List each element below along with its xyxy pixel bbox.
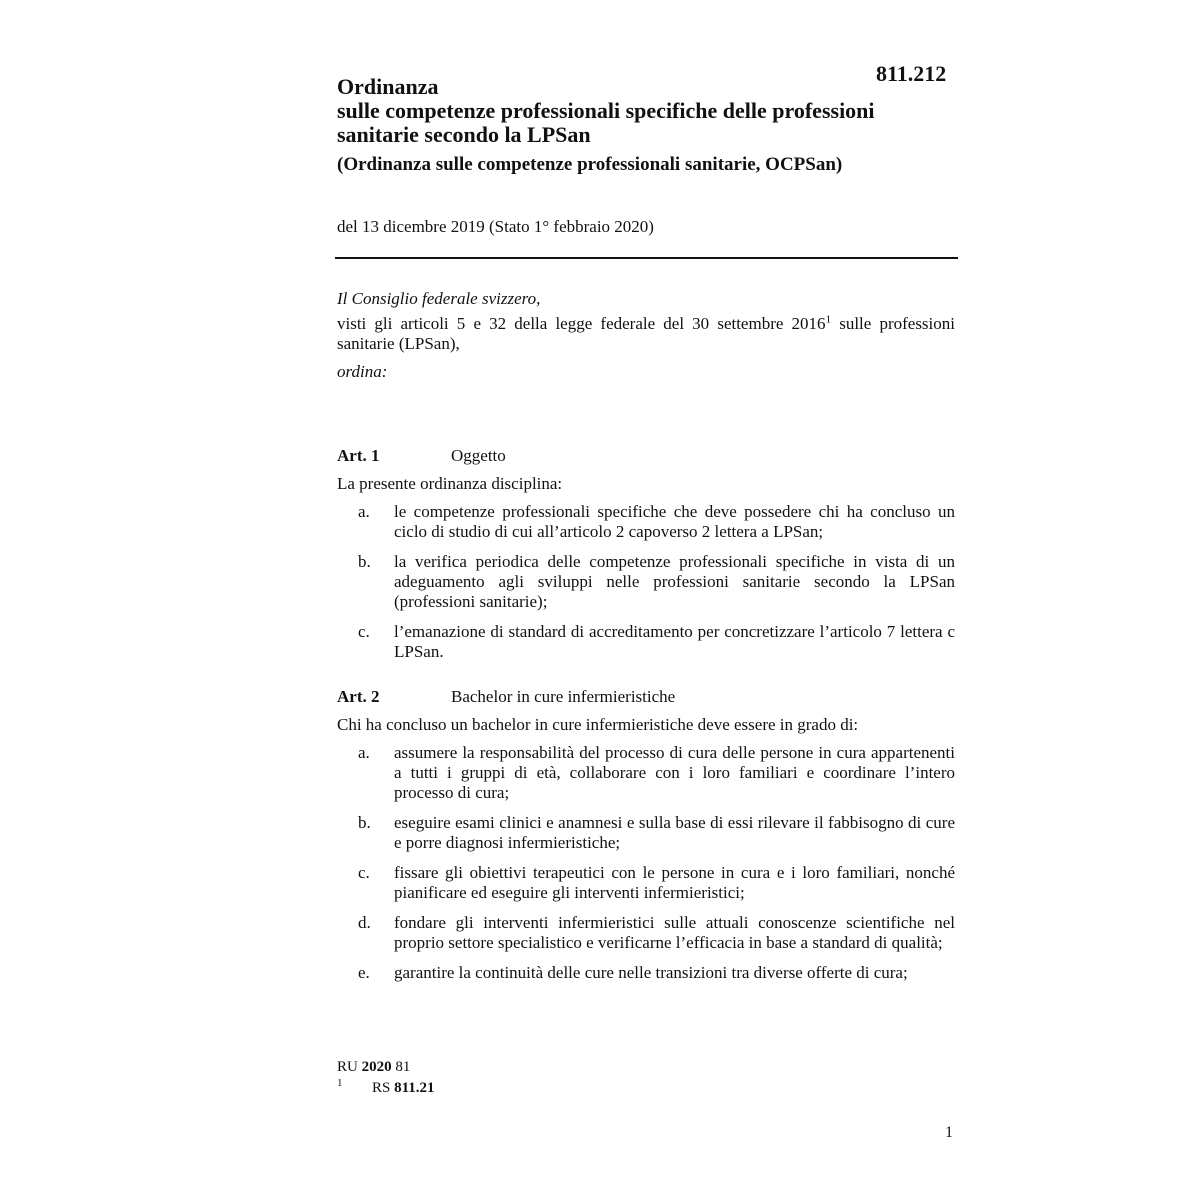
short-title: (Ordinanza sulle competenze professionali sanitarie, OCPSan) [337, 154, 843, 175]
list-item-letter: b. [358, 813, 371, 832]
ru-citation [337, 1059, 410, 1076]
ru-page: 81 [395, 1059, 411, 1075]
list-item-letter: a. [358, 502, 370, 521]
footnote-number: 1 [337, 1077, 343, 1089]
footnote-ref-1[interactable]: 1 [825, 313, 832, 326]
list-item [337, 963, 955, 983]
title-line-2: sulle competenze professionali specifiche delle professioni [337, 98, 875, 123]
list-item-text: assumere la responsabilità del processo di cura delle persone in cura appartenenti a tutti i gruppi di età, collaborare con i loro familiari e coordinare l’intero processo di cura; [394, 743, 955, 802]
list-item-text: la verifica periodica delle competenze professionali specifiche in vista di un adeguamento agli sviluppi nelle professioni sanitarie secondo la LPSan (professioni sanitarie); [394, 552, 955, 611]
list-item [337, 913, 955, 953]
article-2-intro: Chi ha concluso un bachelor in cure infermieristiche deve essere in grado di: [337, 715, 859, 734]
preamble-basis-text-end: sulle professioni sanitarie (LPSan), [337, 314, 955, 353]
list-item-letter: b. [358, 552, 371, 571]
preamble-authority: Il Consiglio federale svizzero, [337, 289, 541, 308]
page-number: 1 [945, 1124, 953, 1141]
list-item [337, 622, 955, 662]
list-item [337, 552, 955, 612]
ru-prefix: RU [337, 1059, 358, 1075]
article-1-title: Oggetto [451, 446, 506, 465]
preamble-basis-text: visti gli articoli 5 e 32 della legge federale del 30 settembre 2016 [337, 314, 826, 333]
sr-number: 811.212 [876, 61, 947, 86]
title-line-1: Ordinanza [337, 74, 439, 99]
list-item-text: eseguire esami clinici e anamnesi e sulla base di essi rilevare il fabbisogno di cure e porre diagnosi infermieristiche; [394, 813, 955, 852]
list-item-letter: a. [358, 743, 370, 762]
list-item-letter: e. [358, 963, 370, 982]
list-item-text: fissare gli obiettivi terapeutici con le persone in cura e i loro familiari, nonché pianificare ed eseguire gli interventi infermieristici; [394, 863, 955, 902]
list-item [337, 863, 955, 903]
list-item-letter: c. [358, 863, 370, 882]
list-item-text: fondare gli interventi infermieristici sulle attuali conoscenze scientifiche nel proprio settore specialistico e verificarne l’efficacia in base a standard di qualità; [394, 913, 955, 952]
article-2-title: Bachelor in cure infermieristiche [451, 687, 676, 706]
ru-year: 2020 [361, 1059, 392, 1075]
list-item [337, 502, 955, 542]
date-status: del 13 dicembre 2019 (Stato 1° febbraio 2020) [337, 217, 654, 236]
footnote-prefix: RS [372, 1080, 391, 1096]
list-item-letter: d. [358, 913, 371, 932]
preamble-enacting: ordina: [337, 362, 388, 381]
article-1-intro: La presente ordinanza disciplina: [337, 474, 563, 493]
list-item-text: le competenze professionali specifiche che deve possedere chi ha concluso un ciclo di studio di cui all’articolo 2 capoverso 2 lettera a LPSan; [394, 502, 955, 541]
article-2-number: Art. 2 [337, 687, 380, 706]
article-1-list [337, 502, 955, 672]
article-1-number: Art. 1 [337, 446, 380, 465]
header-divider [335, 257, 958, 259]
footnote-1 [337, 1077, 435, 1097]
article-2-list [337, 743, 955, 993]
list-item [337, 743, 955, 803]
title-line-3: sanitarie secondo la LPSan [337, 122, 591, 147]
preamble-basis [337, 314, 955, 354]
list-item-text: garantire la continuità delle cure nelle transizioni tra diverse offerte di cura; [394, 963, 908, 982]
list-item [337, 813, 955, 853]
footnote-ref: 811.21 [394, 1080, 435, 1096]
list-item-text: l’emanazione di standard di accreditamento per concretizzare l’articolo 7 lettera c LPSan. [394, 622, 955, 661]
list-item-letter: c. [358, 622, 370, 641]
